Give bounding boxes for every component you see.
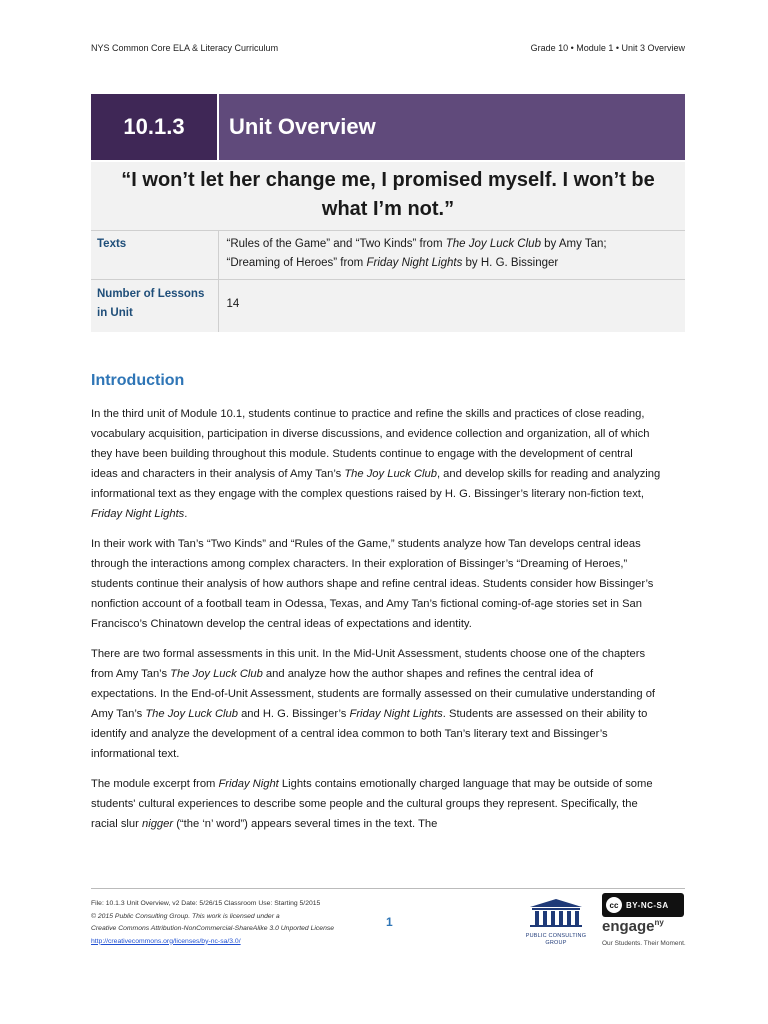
text-span: In the third unit of Module 10.1, students continue to practice and refine the skills and practices of close reading, vocabulary acquisition, participation in diverse discussions, and evidence collection and organization, all of which they have been building throughout this module. Students continue to engage with the development of central ideas and characters in their analysis of Amy Tan’s: [91, 408, 650, 480]
engageny-tagline: Our Students. Their Moment.: [602, 940, 686, 947]
text-span: There are two formal assessments in this unit. In the Mid-Unit Assessment, students choose one of the chapters from Amy Tan’s: [91, 648, 646, 680]
text-span: Lights contains emotionally charged language that may be outside of some students' cultural experiences to describe some people and the cultural groups they represent. Specifically, the racial slur: [91, 778, 653, 830]
copyright-line: © 2015 Public Consulting Group. This work is licensed under a: [91, 912, 280, 920]
book-title: Friday Night Lights: [366, 257, 463, 269]
text-span: (“the ‘n’ word”) appears several times in the text. The: [173, 818, 438, 830]
footer-divider: [91, 888, 685, 889]
book-title: The Joy Luck Club: [145, 708, 238, 720]
lessons-label: Number of Lessons in Unit: [91, 280, 218, 333]
footer-info: [91, 898, 411, 948]
quote-row: [91, 161, 685, 231]
text-span: The module excerpt from: [91, 778, 219, 790]
creative-commons-icon: cc: [606, 897, 622, 913]
book-title: The Joy Luck Club: [344, 468, 437, 480]
intro-paragraph-3: [91, 644, 661, 764]
creative-commons-badge: [602, 893, 684, 917]
text-span: and H. G. Bissinger’s: [237, 708, 350, 720]
page-header: [91, 43, 685, 53]
emphasized-word: nigger: [141, 818, 174, 830]
book-title: Friday Night: [218, 778, 279, 790]
intro-paragraph-4: [91, 774, 661, 834]
text-span: .: [184, 508, 188, 520]
texts-label: Texts: [91, 231, 218, 280]
texts-part: by Amy Tan;: [540, 238, 607, 250]
text-span: and analyze how the author shapes and refines the central idea of expectations. In the End-of-Unit Assessment, students are formally assessed on their cumulative understanding of Amy Tan’s: [91, 668, 656, 720]
text-span: . Students are assessed on their ability to identify and analyze the development of a central idea common to both Tan’s literary text and Bissinger’s informational text.: [91, 708, 648, 760]
unit-quote: “I won’t let her change me, I promised myself. I won’t be what I’m not.”: [91, 161, 685, 231]
file-info: File: 10.1.3 Unit Overview, v2 Date: 5/26/15 Classroom Use: Starting 5/2015: [91, 900, 321, 907]
cc-license-label: BY-NC-SA: [626, 900, 669, 910]
introduction-heading: Introduction: [91, 372, 185, 389]
intro-paragraph-2: In their work with Tan’s “Two Kinds” and “Rules of the Game,” students analyze how Tan develops central ideas through the interactions among complex characters. In their exploration of Bissinger’s “Dreaming of Heroes,” students continue their analysis of how authors shape and refine central ideas. Students consider how Bissinger’s nonfiction account of a football team in Odessa, Texas, and Amy Tan’s fictional coming-of-age stories set in San Francisco’s Chinatown develop the central ideas of expectations and identity.: [91, 538, 654, 630]
engageny-logo: [602, 918, 692, 935]
engage-word: engage: [602, 918, 655, 935]
book-title: The Joy Luck Club: [170, 668, 263, 680]
unit-number: 10.1.3: [91, 94, 218, 161]
page-number: 1: [386, 915, 393, 929]
texts-part: by H. G. Bissinger: [462, 257, 559, 269]
text-span: , and develop skills for reading and analyzing informational text as they engage with the complex questions raised by H. G. Bissinger’s literary non-fiction text,: [91, 468, 661, 500]
pcg-logo: [516, 898, 596, 947]
texts-part: “Dreaming of Heroes” from: [226, 257, 367, 269]
book-title: Friday Night Lights: [349, 708, 443, 720]
title-row: [91, 94, 685, 161]
texts-row: [91, 231, 685, 280]
lessons-value: 14: [218, 280, 685, 333]
pcg-name: PUBLIC CONSULTING: [525, 933, 587, 939]
book-title: The Joy Luck Club: [445, 238, 541, 250]
pcg-columns-logo-icon: [526, 898, 586, 928]
curriculum-title: NYS Common Core ELA & Literacy Curriculum: [91, 43, 279, 53]
module-breadcrumb: Grade 10 • Module 1 • Unit 3 Overview: [530, 43, 685, 53]
license-line: Creative Commons Attribution-NonCommercial-ShareAlike 3.0 Unported License: [91, 925, 335, 932]
texts-part: “Rules of the Game” and “Two Kinds” from: [226, 238, 446, 250]
pcg-group: GROUP: [545, 940, 567, 946]
introduction-body: [91, 404, 661, 844]
intro-paragraph-1: [91, 404, 661, 524]
license-link[interactable]: http://creativecommons.org/licenses/by-nc-sa/3.0/: [91, 937, 241, 945]
book-title: Friday Night Lights: [91, 508, 185, 520]
engage-sup: ny: [654, 918, 664, 927]
lessons-row: [91, 280, 685, 333]
unit-overview-table: [91, 94, 685, 332]
texts-value: [218, 231, 685, 280]
unit-title: Unit Overview: [218, 94, 685, 161]
